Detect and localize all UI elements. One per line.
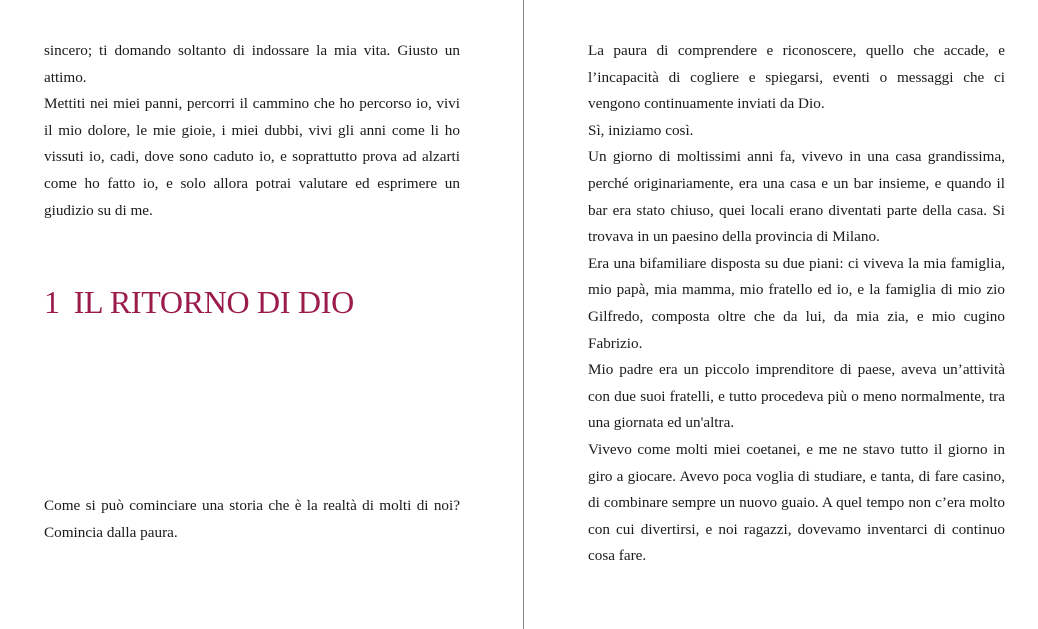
body-text [588, 38, 1005, 570]
chapter-opening-text [44, 493, 460, 546]
paragraph: Come si può cominciare una storia che è la realtà di molti di noi? Comincia dalla paura. [44, 497, 460, 541]
paragraph: Mio padre era un piccolo imprenditore di paese, aveva un’attività con due suoi fratelli, e tutto procedeva più o meno normalmente, tra una giornata ed un'altra. [588, 361, 1005, 432]
chapter-number: 1 [44, 284, 60, 320]
chapter-title: IL RITORNO DI DIO [73, 284, 354, 320]
paragraph: Vivevo come molti miei coetanei, e me ne stavo tutto il giorno in giro a giocare. Avevo poca voglia di studiare, e tanta, di fare casino, di combinare sempre un nuovo guaio. A quel tempo non c’era molto con cui divertirsi, e noi ragazzi, dovevamo inventarci di continuo cosa fare. [588, 440, 1005, 565]
right-page [524, 0, 1038, 629]
chapter-heading [44, 282, 354, 322]
paragraph: La paura di comprendere e riconoscere, quello che accade, e l’incapacità di cogliere e spiegarsi, eventi o messaggi che ci vengono continuamente inviati da Dio. [588, 42, 1005, 113]
paragraph: Era una bifamiliare disposta su due piani: ci viveva la mia famiglia, mio papà, mia mamma, mio fratello ed io, e la famiglia di mio zio Gilfredo, composta oltre che da lui, da mia zia, e mio cugino Fabrizio. [588, 254, 1005, 352]
paragraph: sincero; ti domando soltanto di indossare la mia vita. Giusto un attimo. [44, 42, 460, 86]
paragraph: Un giorno di moltissimi anni fa, vivevo in una casa grandissima, perché originariamente, era una casa e un bar insieme, e quando il bar era stato chiuso, quei locali erano diventati parte della casa. Si trovava in un paesino della provincia di Milano. [588, 148, 1005, 246]
intro-text [44, 38, 460, 224]
paragraph: Mettiti nei miei panni, percorri il cammino che ho percorso io, vivi il mio dolore, le mie gioie, i miei dubbi, vivi gli anni come li ho vissuti io, cadi, dove sono caduto io, e soprattutto prova ad alzarti come ho fatto io, e solo allora potrai valutare ed esprimere un giudizio su di me. [44, 95, 460, 219]
paragraph: Sì, iniziamo così. [588, 121, 694, 139]
